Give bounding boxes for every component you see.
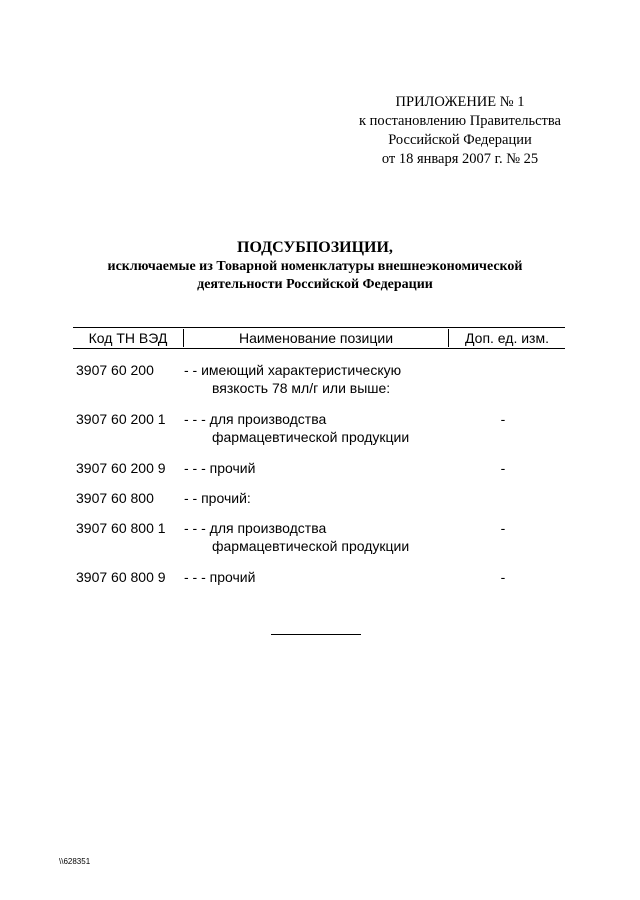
- row-name: [184, 459, 454, 477]
- row-name: [184, 361, 454, 397]
- row-code: 3907 60 200 9: [76, 460, 166, 476]
- table-header: [73, 327, 565, 349]
- row-unit: -: [500, 460, 506, 476]
- appendix-header: [300, 93, 620, 169]
- header-code: Код ТН ВЭД: [73, 329, 184, 347]
- subheadings-table: [73, 327, 565, 585]
- row-unit: -: [500, 520, 506, 536]
- row-name-line1: - - - для производства: [184, 411, 327, 427]
- table-row: [73, 489, 565, 519]
- table-row: [73, 410, 565, 459]
- appendix-government: Российской Федерации: [388, 132, 532, 148]
- row-name-line1: - - - прочий: [184, 569, 256, 585]
- row-name-line2: вязкость 78 мл/г или выше:: [212, 380, 391, 396]
- row-name-line2: фармацевтической продукции: [212, 429, 410, 445]
- row-name-line1: - - - прочий: [184, 460, 256, 476]
- title-subtitle-line2: деятельности Российской Федерации: [197, 277, 433, 292]
- table-row: [73, 519, 565, 568]
- row-name-line2: фармацевтической продукции: [212, 538, 410, 554]
- appendix-date: от 18 января 2007 г. № 25: [381, 151, 539, 167]
- row-code: 3907 60 200: [76, 362, 154, 378]
- row-code: 3907 60 800 1: [76, 520, 166, 536]
- row-name: [184, 568, 454, 586]
- row-unit: -: [500, 569, 506, 585]
- appendix-number: ПРИЛОЖЕНИЕ № 1: [395, 94, 525, 110]
- end-of-document-rule: [271, 634, 361, 635]
- table-row: [73, 459, 565, 489]
- row-name: [184, 519, 454, 555]
- title-subtitle-line1: исключаемые из Товарной номенклатуры внешнеэкономической: [107, 259, 523, 274]
- document-title: [60, 238, 570, 294]
- row-name-line1: - - имеющий характеристическую: [184, 362, 402, 378]
- row-name-line1: - - - для производства: [184, 520, 327, 536]
- header-unit: Доп. ед. изм.: [465, 330, 549, 346]
- title-main: ПОДСУБПОЗИЦИИ,: [237, 239, 393, 256]
- row-code: 3907 60 200 1: [76, 411, 166, 427]
- row-name: [184, 410, 454, 446]
- row-unit: -: [500, 411, 506, 427]
- appendix-resolution-ref: к постановлению Правительства: [359, 113, 561, 129]
- header-name: Наименование позиции: [184, 329, 449, 347]
- document-code: \\628351: [59, 857, 91, 866]
- table-row: [73, 568, 565, 598]
- row-name: [184, 489, 454, 507]
- row-code: 3907 60 800 9: [76, 569, 166, 585]
- row-name-line1: - - прочий:: [184, 490, 251, 506]
- row-code: 3907 60 800: [76, 490, 154, 506]
- table-row: [73, 361, 565, 410]
- table-body: [73, 361, 565, 598]
